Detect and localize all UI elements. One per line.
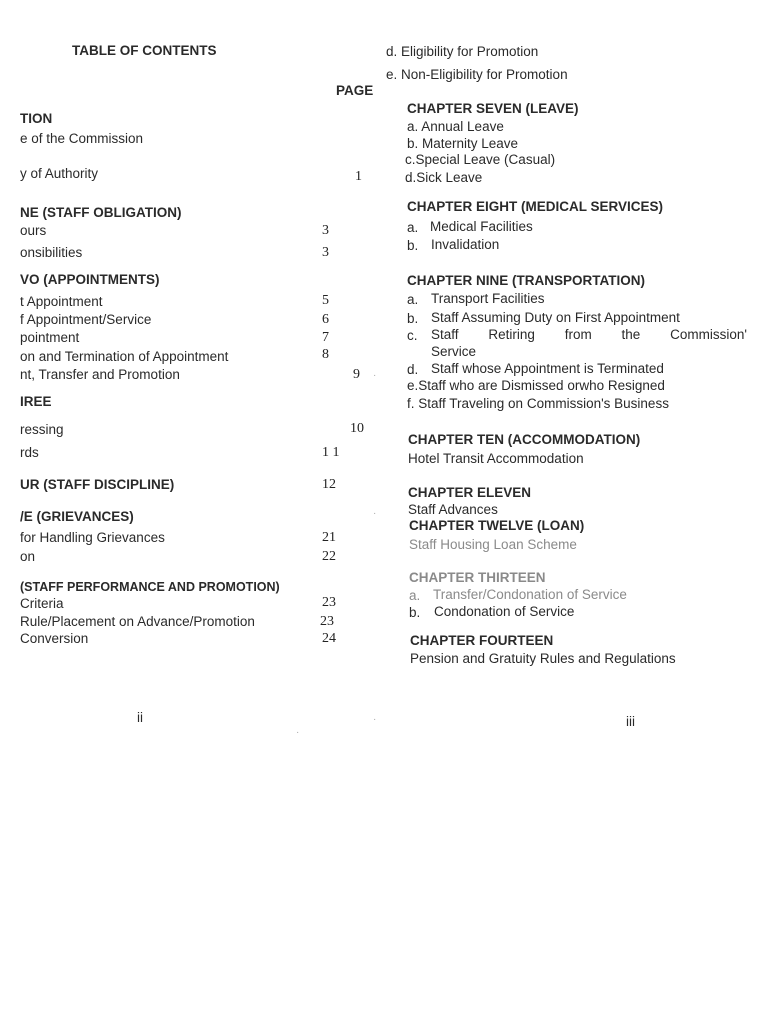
toc-entry: Medical Facilities	[430, 219, 533, 234]
page-number: 3	[322, 223, 329, 238]
toc-entry: Condonation of Service	[434, 604, 575, 619]
toc-entry: e.Staff who are Dismissed orwho Resigned	[407, 378, 665, 393]
chapter-heading: CHAPTER ELEVEN	[408, 485, 532, 500]
toc-entry: Service	[431, 344, 477, 359]
toc-entry: Hotel Transit Accommodation	[408, 451, 584, 466]
toc-entry: Staff Assuming Duty on First Appointment	[431, 310, 680, 325]
toc-entry: y of Authority	[20, 166, 99, 181]
page-number: 1 1	[322, 445, 340, 460]
toc-entry: Transport Facilities	[431, 291, 545, 306]
toc-entry: Pension and Gratuity Rules and Regulations	[410, 651, 676, 666]
toc-entry: for Handling Grievances	[20, 530, 165, 545]
page-number: 1	[355, 169, 362, 184]
chapter-heading: CHAPTER FOURTEEN	[410, 633, 554, 648]
toc-word: Retiring	[488, 327, 535, 342]
toc-entry: Staff Housing Loan Scheme	[409, 537, 577, 552]
list-marker: d.	[407, 362, 419, 377]
toc-entry: ressing	[20, 422, 64, 437]
toc-word: the	[621, 327, 641, 342]
justified-entry	[431, 327, 747, 342]
list-marker: a.	[409, 588, 421, 603]
page-number: 6	[322, 312, 329, 327]
page-number: 3	[322, 245, 329, 260]
section-heading: TION	[20, 111, 53, 126]
page-number: 7	[322, 330, 329, 345]
toc-word: Staff	[431, 327, 459, 342]
chapter-heading: UR (STAFF DISCIPLINE)	[20, 477, 175, 492]
page-footer-number: ii	[137, 710, 143, 725]
list-marker: b.	[407, 311, 419, 326]
toc-entry: d. Eligibility for Promotion	[386, 44, 539, 59]
page-footer-number: iii	[626, 714, 635, 729]
toc-word: Commission'	[670, 327, 747, 342]
toc-entry: pointment	[20, 330, 80, 345]
page-number: 5	[322, 293, 329, 308]
toc-entry: Staff Advances	[408, 502, 498, 517]
toc-entry: on and Termination of Appointment	[20, 349, 229, 364]
chapter-heading: /E (GRIEVANCES)	[20, 509, 134, 524]
page-number: 12	[322, 477, 336, 492]
chapter-heading: VO (APPOINTMENTS)	[20, 272, 160, 287]
chapter-heading: CHAPTER SEVEN (LEAVE)	[407, 101, 579, 116]
toc-entry: Conversion	[20, 631, 89, 646]
chapter-heading: IREE	[20, 394, 52, 409]
scan-speck: ·	[373, 508, 377, 519]
chapter-heading: CHAPTER EIGHT (MEDICAL SERVICES)	[407, 199, 664, 214]
chapter-heading: CHAPTER NINE (TRANSPORTATION)	[407, 273, 645, 288]
page-number: 10	[350, 421, 364, 436]
list-marker: c.	[407, 328, 418, 343]
list-marker: a.	[407, 292, 419, 307]
list-marker: b.	[407, 238, 419, 253]
toc-entry: Staff whose Appointment is Terminated	[431, 361, 664, 376]
list-marker: a.	[407, 220, 419, 235]
toc-entry: f Appointment/Service	[20, 312, 152, 327]
page-column-label: PAGE	[336, 83, 374, 98]
toc-entry: t Appointment	[20, 294, 103, 309]
page-number: 9	[353, 367, 360, 382]
scan-speck: ·	[373, 370, 377, 381]
chapter-heading: CHAPTER TEN (ACCOMMODATION)	[408, 432, 641, 447]
toc-word: from	[564, 327, 592, 342]
toc-entry: Criteria	[20, 596, 64, 611]
toc-entry: Rule/Placement on Advance/Promotion	[20, 614, 255, 629]
chapter-heading: (STAFF PERFORMANCE AND PROMOTION)	[20, 580, 280, 594]
toc-entry: b. Maternity Leave	[407, 136, 519, 151]
toc-entry: f. Staff Traveling on Commission's Business	[407, 396, 669, 411]
toc-entry: rds	[20, 445, 39, 460]
page-number: 24	[322, 631, 336, 646]
chapter-heading: NE (STAFF OBLIGATION)	[20, 205, 182, 220]
toc-entry: a. Annual Leave	[407, 119, 504, 134]
toc-entry: c.Special Leave (Casual)	[405, 152, 556, 167]
page-number: 23	[322, 595, 336, 610]
toc-entry: e. Non-Eligibility for Promotion	[386, 67, 568, 82]
chapter-heading: CHAPTER THIRTEEN	[409, 570, 546, 585]
toc-entry: on	[20, 549, 36, 564]
scan-speck: ·	[296, 727, 300, 738]
page-number: 22	[322, 549, 336, 564]
toc-entry: ours	[20, 223, 47, 238]
list-marker: b.	[409, 605, 421, 620]
scan-speck: ·	[373, 714, 377, 725]
page-number: 21	[322, 530, 336, 545]
toc-entry: e of the Commission	[20, 131, 144, 146]
page-number: 23	[320, 614, 334, 629]
toc-entry: Transfer/Condonation of Service	[433, 587, 627, 602]
toc-entry: onsibilities	[20, 245, 83, 260]
toc-entry: Invalidation	[431, 237, 500, 252]
toc-entry: nt, Transfer and Promotion	[20, 367, 180, 382]
page-number: 8	[322, 347, 329, 362]
toc-title: TABLE OF CONTENTS	[72, 43, 217, 58]
chapter-heading: CHAPTER TWELVE (LOAN)	[409, 518, 585, 533]
toc-entry: d.Sick Leave	[405, 170, 483, 185]
